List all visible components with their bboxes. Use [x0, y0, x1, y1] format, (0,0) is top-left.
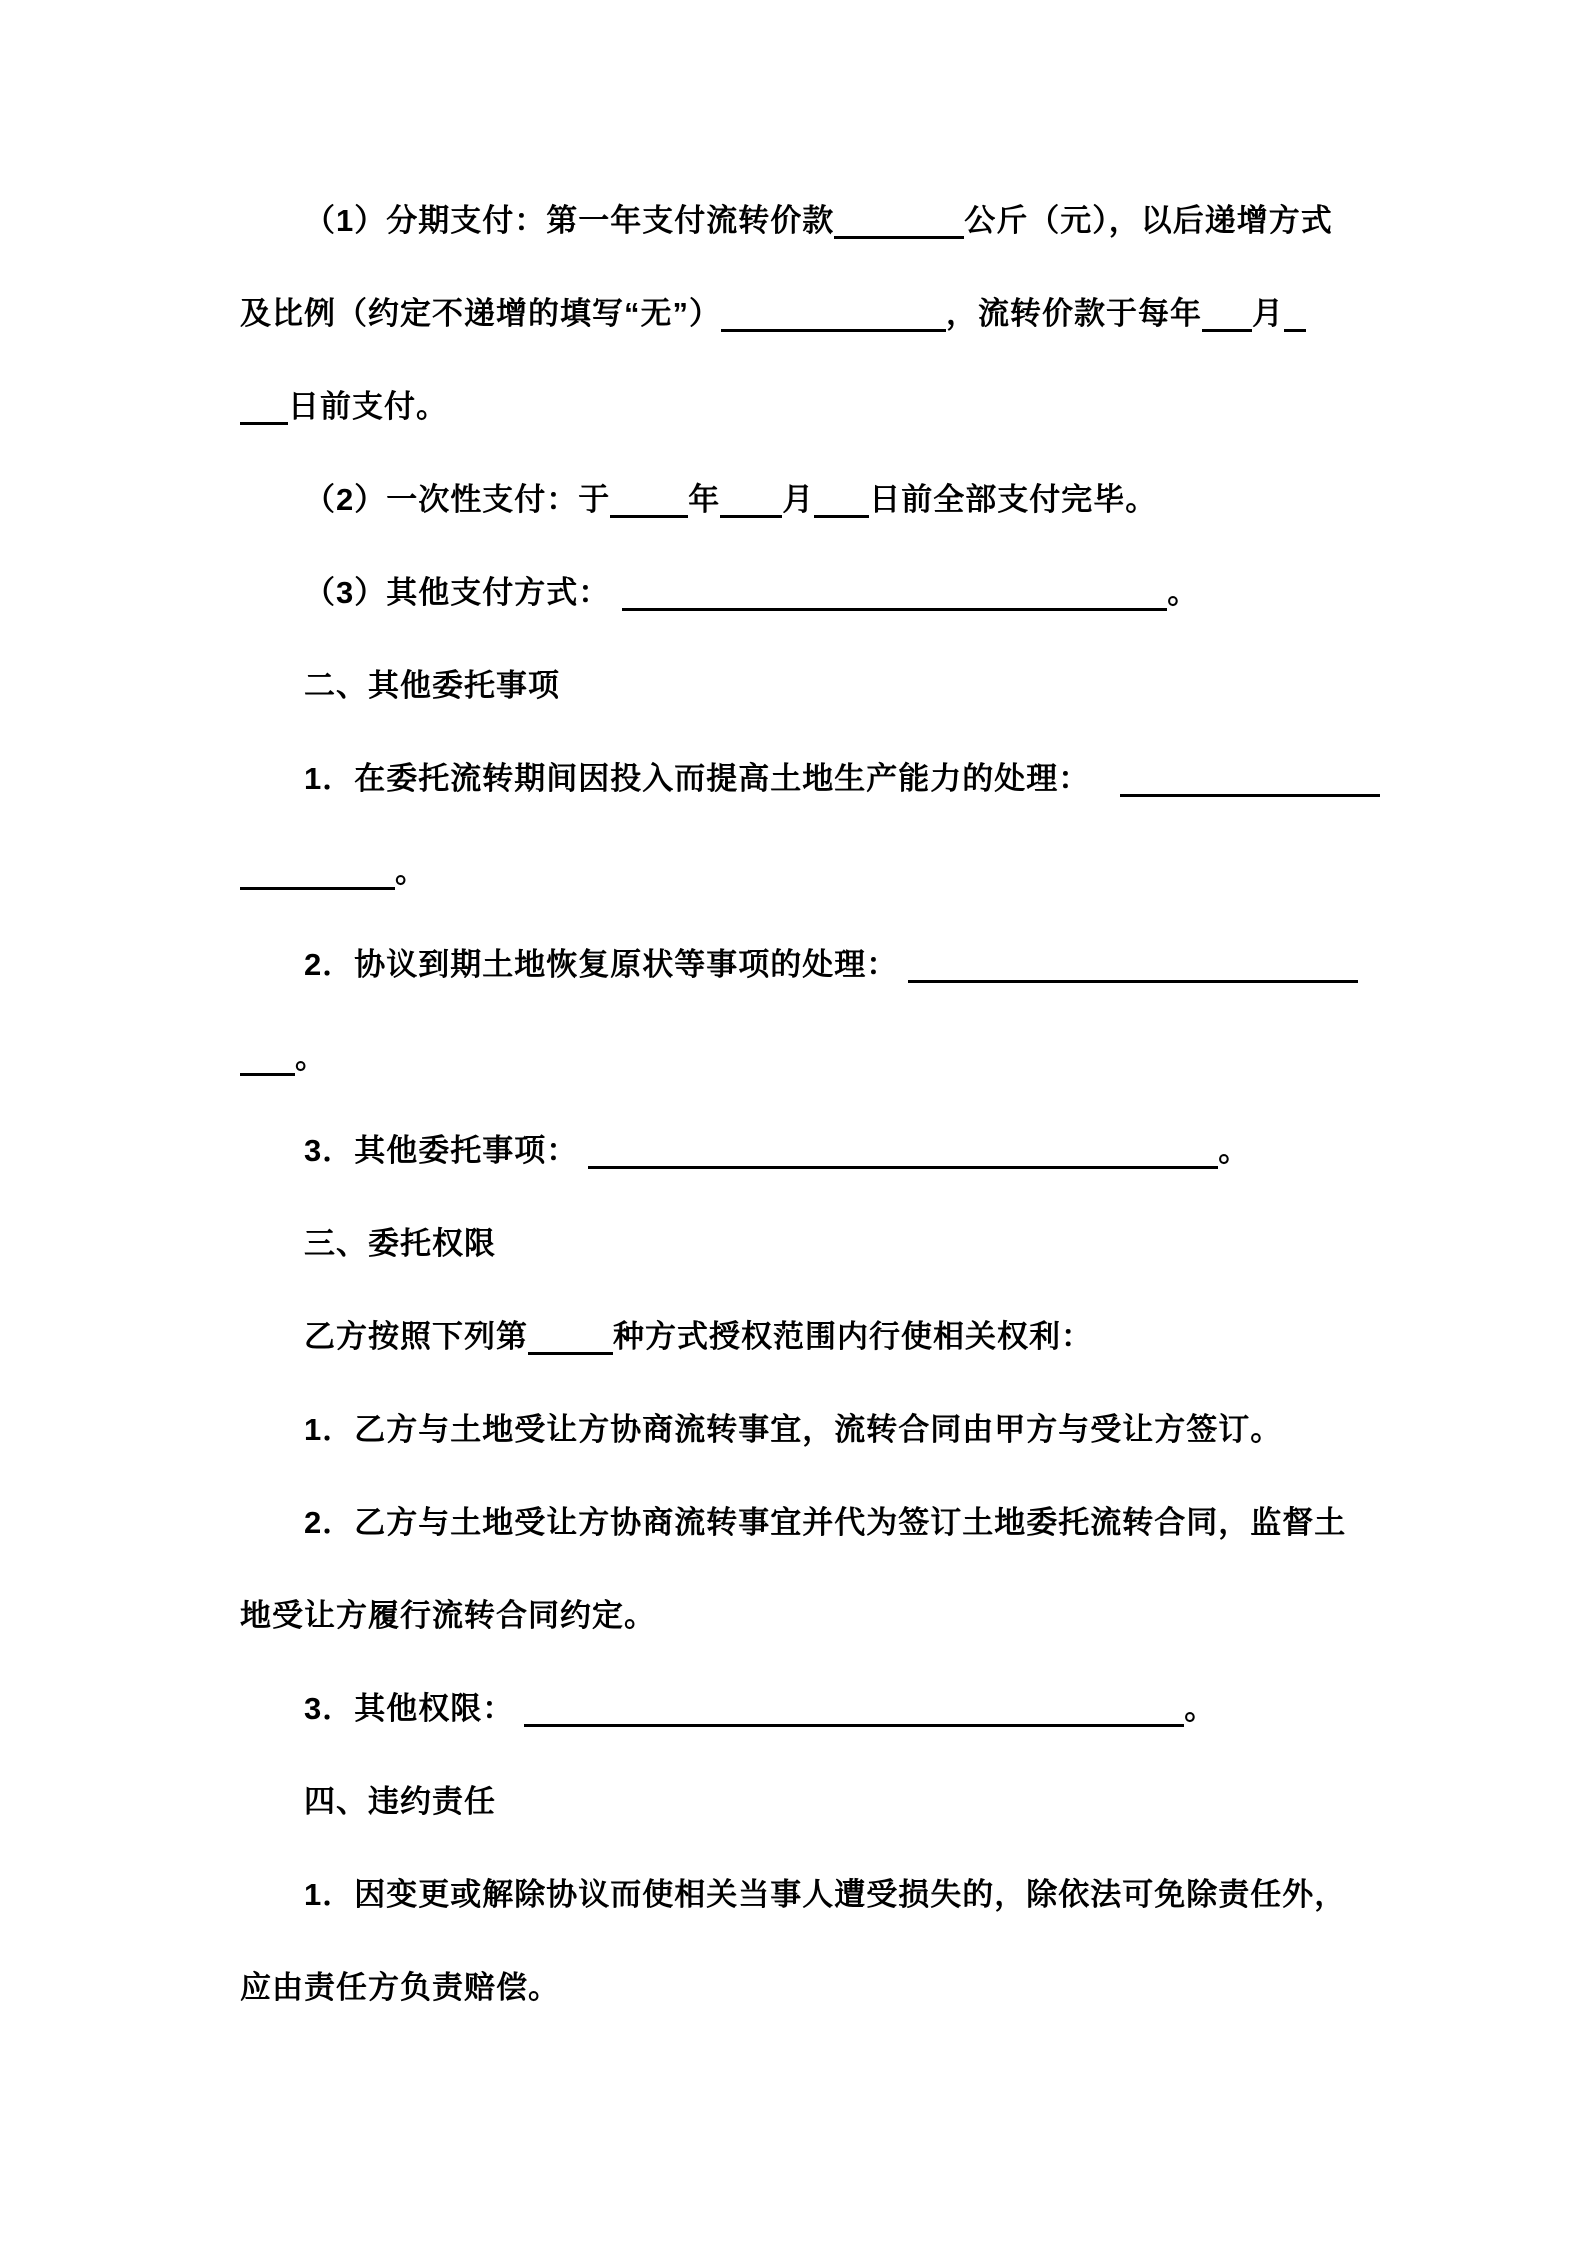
fill-in-blank	[622, 596, 1167, 611]
fill-in-blank	[240, 875, 395, 890]
text-run: 乙方按照下列第	[304, 1319, 528, 1354]
doc-line	[240, 267, 1355, 360]
doc-line	[240, 174, 1355, 267]
text-run: （1）分期支付：第一年支付流转价款	[304, 203, 835, 238]
fill-in-blank	[721, 317, 946, 332]
fill-in-blank	[528, 1340, 613, 1355]
gap-spacer	[514, 1718, 524, 1719]
fill-in-blank	[720, 503, 782, 518]
text-run: 月	[782, 482, 815, 517]
text-run: ，流转价款于每年	[946, 296, 1202, 331]
text-run: 3．其他委托事项：	[304, 1133, 579, 1168]
doc-line	[240, 1476, 1355, 1569]
text-run: 四、违约责任	[304, 1784, 496, 1819]
fill-in-blank	[588, 1154, 1218, 1169]
section-heading	[240, 1755, 1355, 1848]
gap-spacer	[610, 602, 622, 603]
fill-in-blank	[240, 410, 288, 425]
text-run: 公斤（元），以后递增方式	[964, 203, 1333, 238]
doc-line	[240, 1011, 1355, 1104]
text-run: 地受让方履行流转合同约定。	[240, 1598, 656, 1633]
doc-line	[240, 453, 1355, 546]
text-run: （2）一次性支付：于	[304, 482, 611, 517]
fill-in-blank	[1202, 317, 1252, 332]
text-run: 二、其他委托事项	[304, 668, 560, 703]
doc-line	[240, 360, 1355, 453]
text-run: 日前全部支付完毕。	[869, 482, 1158, 517]
document-body	[240, 174, 1355, 2034]
doc-line	[240, 1569, 1355, 1662]
doc-line	[240, 1290, 1355, 1383]
gap-spacer	[578, 1160, 588, 1161]
doc-line	[240, 918, 1355, 1011]
section-heading	[240, 1197, 1355, 1290]
fill-in-blank	[1120, 782, 1380, 797]
gap-spacer	[1090, 788, 1120, 789]
doc-line	[240, 732, 1355, 825]
doc-line	[240, 1662, 1355, 1755]
text-run: 。	[1218, 1133, 1251, 1168]
doc-line	[240, 825, 1355, 918]
text-run: 年	[688, 482, 721, 517]
section-heading	[240, 639, 1355, 732]
doc-line	[240, 546, 1355, 639]
doc-line	[240, 1104, 1355, 1197]
text-run: 。	[1184, 1691, 1217, 1726]
text-run: 。	[295, 1040, 327, 1075]
text-run: 。	[395, 854, 427, 889]
doc-line	[240, 1848, 1355, 1941]
fill-in-blank	[1284, 317, 1306, 332]
text-run: 三、委托权限	[304, 1226, 496, 1261]
fill-in-blank	[814, 503, 869, 518]
text-run: 2．协议到期土地恢复原状等事项的处理：	[304, 947, 899, 982]
text-run: 1．在委托流转期间因投入而提高土地生产能力的处理：	[304, 761, 1091, 796]
text-run: 月	[1252, 296, 1284, 331]
fill-in-blank	[908, 968, 1358, 983]
gap-spacer	[898, 974, 908, 975]
text-run: 及比例（约定不递增的填写“无”）	[240, 296, 721, 331]
fill-in-blank	[610, 503, 688, 518]
text-run: 。	[1167, 575, 1200, 610]
fill-in-blank	[240, 1061, 295, 1076]
text-run: 3．其他权限：	[304, 1691, 515, 1726]
text-run: 种方式授权范围内行使相关权利：	[613, 1319, 1093, 1354]
fill-in-blank	[834, 224, 964, 239]
text-run: （3）其他支付方式：	[304, 575, 611, 610]
text-run: 日前支付。	[288, 389, 448, 424]
text-run: 2．乙方与土地受让方协商流转事宜并代为签订土地委托流转合同，监督土	[304, 1505, 1347, 1540]
fill-in-blank	[524, 1712, 1184, 1727]
doc-line	[240, 1383, 1355, 1476]
text-run: 1．因变更或解除协议而使相关当事人遭受损失的，除依法可免除责任外，	[304, 1877, 1347, 1912]
doc-line	[240, 1941, 1355, 2034]
text-run: 1．乙方与土地受让方协商流转事宜，流转合同由甲方与受让方签订。	[304, 1412, 1283, 1447]
text-run: 应由责任方负责赔偿。	[240, 1970, 560, 2005]
